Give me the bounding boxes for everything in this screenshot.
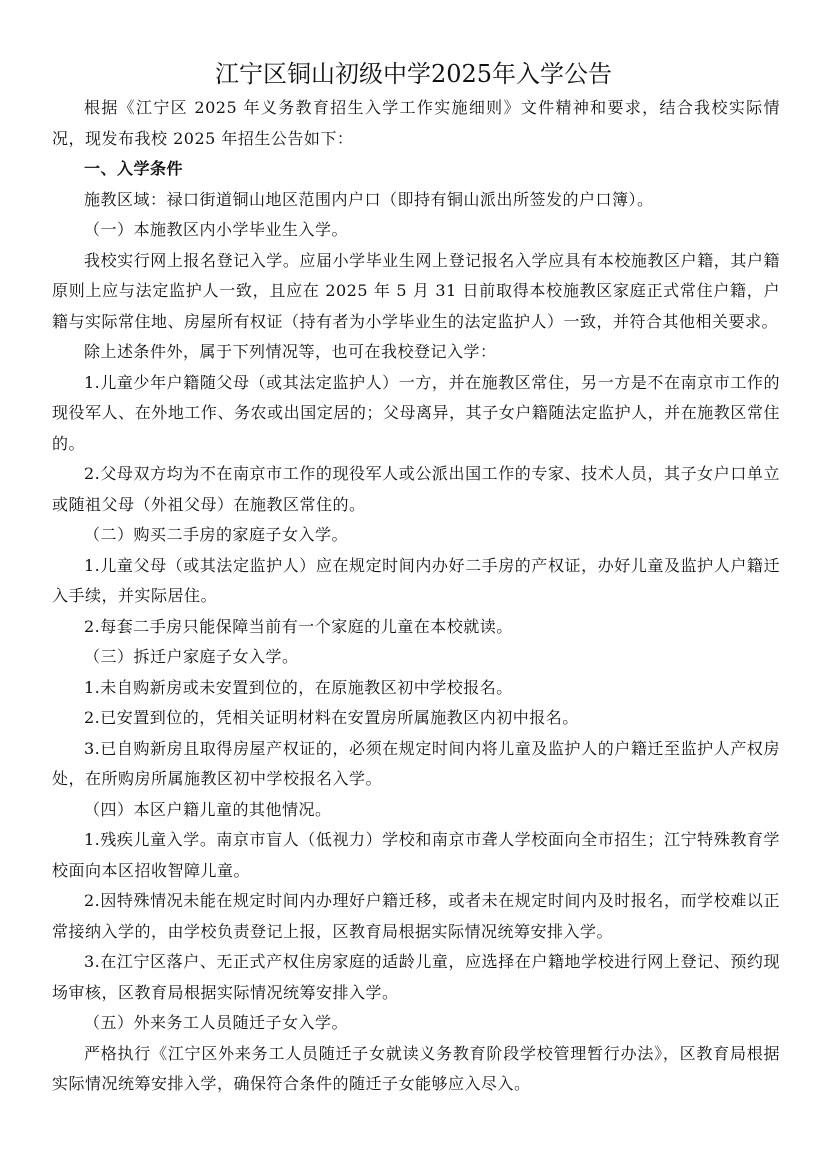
- paragraph-migrant-children: 严格执行《江宁区外来务工人员随迁子女就读义务教育阶段学校管理暂行办法》，区教育局根据实际情况统筹安排入学，确保符合条件的随迁子女能够应入尽入。: [52, 1043, 780, 1093]
- list-item: 2.已安置到位的，凭相关证明材料在安置房所属施教区内初中报名。: [84, 708, 579, 727]
- intro-paragraph: 根据《江宁区 2025 年义务教育招生入学工作实施细则》文件精神和要求，结合我校实际情况，现发布我校 2025 年招生公告如下：: [52, 98, 780, 148]
- list-item: 1.残疾儿童入学。南京市盲人（低视力）学校和南京市聋人学校面向全市招生；江宁特殊教育学校面向本区招收智障儿童。: [52, 830, 780, 880]
- subsection-heading-1: （一）本施教区内小学毕业生入学。: [84, 220, 349, 239]
- list-item: 1.儿童父母（或其法定监护人）应在规定时间内办好二手房的产权证，办好儿童及监护人户籍迁入手续，并实际居住。: [52, 555, 780, 605]
- list-item: 3.在江宁区落户、无正式产权住房家庭的适龄儿童，应选择在户籍地学校进行网上登记、预约现场审核，区教育局根据实际情况统筹安排入学。: [52, 952, 780, 1002]
- section-heading-admission-conditions: 一、入学条件: [84, 159, 184, 178]
- document-title: 江宁区铜山初级中学2025年入学公告: [214, 60, 613, 88]
- list-item: 2.每套二手房只能保障当前有一个家庭的儿童在本校就读。: [84, 616, 513, 636]
- subsection-heading-3: （三）拆迁户家庭子女入学。: [84, 647, 299, 666]
- list-item: 2.因特殊情况未能在规定时间内办理好户籍迁移，或者未在规定时间内及时报名，而学校难以正常接纳入学的，由学校负责登记上报，区教育局根据实际情况统筹安排入学。: [52, 891, 780, 941]
- list-item: 1.未自购新房或未安置到位的，在原施教区初中学校报名。: [84, 677, 513, 697]
- catchment-area-paragraph: 施教区域：禄口街道铜山地区范围内户口（即持有铜山派出所签发的户口簿）。: [84, 189, 654, 209]
- subsection-heading-5: （五）外来务工人员随迁子女入学。: [84, 1013, 349, 1032]
- list-item: 3.已自购新房且取得房屋产权证的，必须在规定时间内将儿童及监护人的户籍迁至监护人产权房处，在所购房所属施教区初中学校报名入学。: [52, 738, 780, 788]
- list-item: 1.儿童少年户籍随父母（或其法定监护人）一方，并在施教区常住，另一方是不在南京市工作的现役军人、在外地工作、务农或出国定居的；父母离异，其子女户籍随法定监护人，并在施教区常住的。: [52, 372, 780, 453]
- document-body: [52, 93, 780, 1100]
- subsection-heading-4: （四）本区户籍儿童的其他情况。: [84, 799, 332, 819]
- list-item: 2.父母双方均为不在南京市工作的现役军人或公派出国工作的专家、技术人员，其子女户口单立或随祖父母（外祖父母）在施教区常住的。: [52, 464, 780, 514]
- paragraph-other-cases-intro: 除上述条件外，属于下列情况等，也可在我校登记入学：: [84, 342, 497, 361]
- subsection-heading-2: （二）购买二手房的家庭子女入学。: [84, 525, 349, 544]
- paragraph-online-registration: 我校实行网上报名登记入学。应届小学毕业生网上登记报名入学应具有本校施教区户籍，其户籍原则上应与法定监护人一致，且应在 2025 年 5 月 31 日前取得本校施教区家庭正式常住户籍，户籍与实际常住地、房屋所有权证（持有者为小学毕业生的法定监护人）一致，并符合其他相关要求。: [52, 250, 780, 331]
